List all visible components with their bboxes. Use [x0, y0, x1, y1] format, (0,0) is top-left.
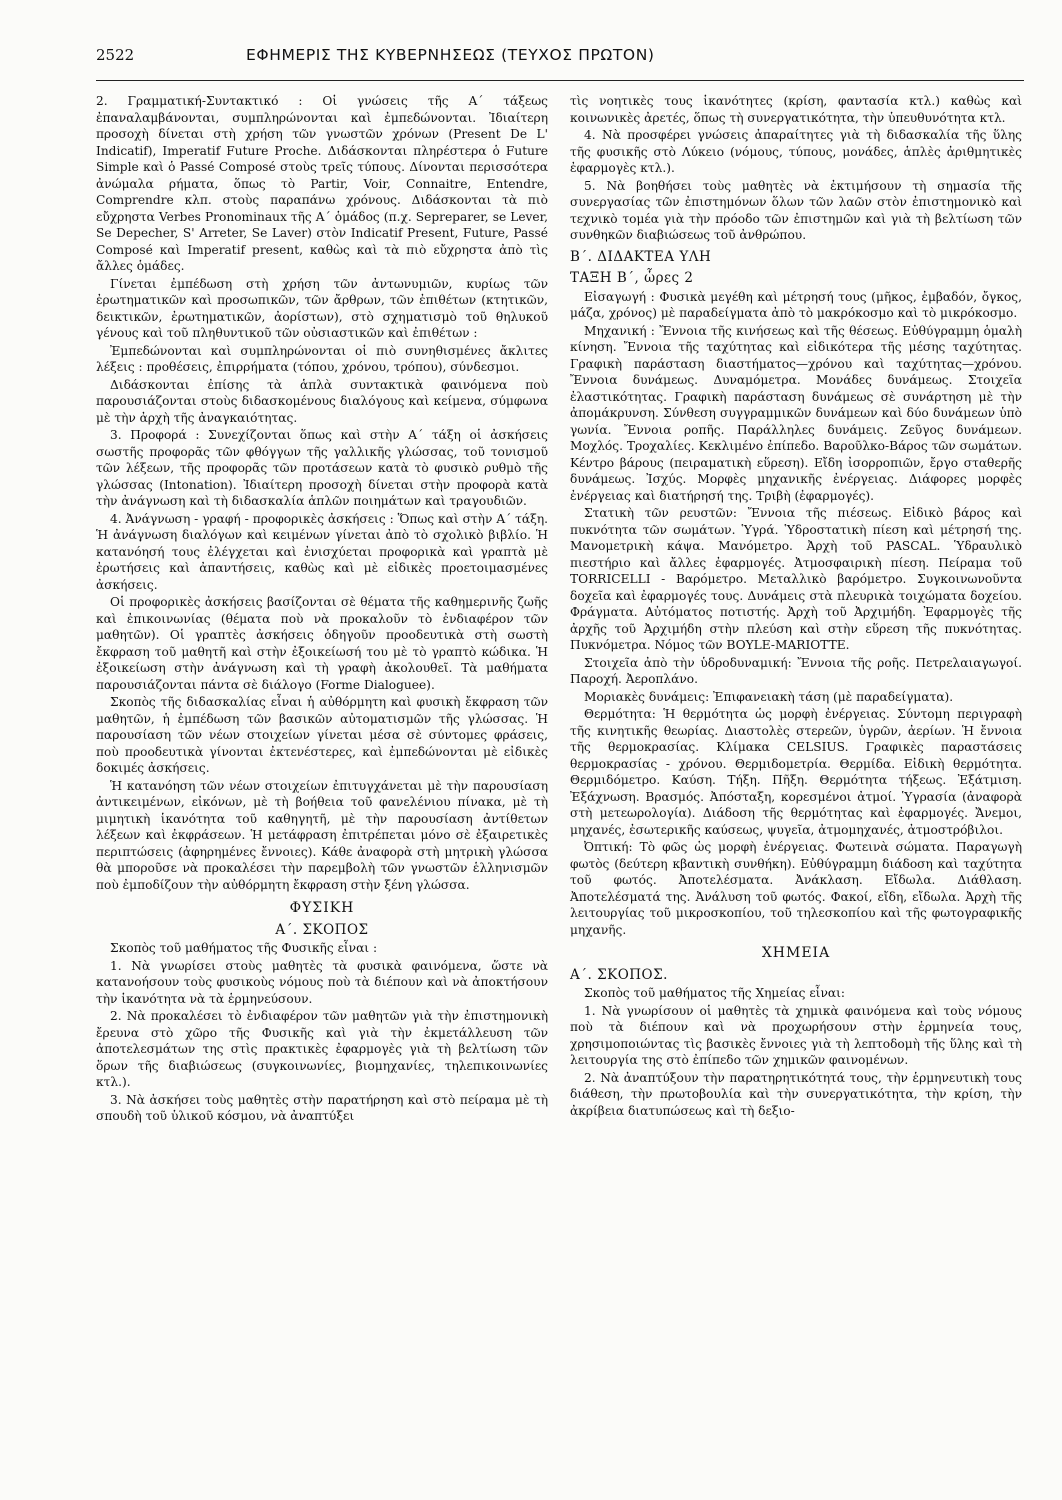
- page-header: [96, 46, 1024, 81]
- paragraph: 1. Νὰ γνωρίσει στοὺς μαθητὲς τὰ φυσικὰ φαινόμενα, ὥστε νὰ κατανοήσουν τοὺς φυσικοὺς νόμους ποὺ τὰ διέπουν καὶ νὰ ἀποκτήσουν τὴν ἱκανότητα νὰ τὰ ἑρμηνεύσουν.: [96, 958, 548, 1006]
- class-heading: ΤΑΞΗ Β΄, ὧρες 2: [570, 270, 694, 286]
- paragraph: Μηχανική : Ἔννοια τῆς κινήσεως καὶ τῆς θέσεως. Εὐθύγραμμη ὁμαλὴ κίνηση. Ἔννοια τῆς ταχύτητας καὶ εἰδικότερα τῆς μέσης ταχύτητας. Γραφικὴ παράσταση διαστήματος—χρόνου καὶ ταχύτητας—χρόνου. Ἔννοια δυνάμεως. Δυναμόμετρα. Μονάδες δυνάμεως. Στοιχεῖα ἐλαστικότητας. Γραφικὴ παράσταση δυνάμεως σὲ συνάρτηση μὲ τὴν ἀπομάκρυνση. Σύνθεση συγγραμμικῶν δυνάμεων καὶ δύο δυνάμεων ὑπὸ γωνία. Ἔννοια ροπῆς. Παράλληλες δυνάμεις. Ζεῦγος δυνάμεων. Μοχλός. Τροχαλίες. Κεκλιμένο ἐπίπεδο. Βαροῦλκο-Βάρος τῶν σωμάτων. Κέντρο βάρους (πειραματικὴ εὕρεση). Εἴδη ἰσορροπιῶν, ἔργο σταθερῆς δυνάμεως. Ἰσχύς. Μορφὲς μηχανικῆς ἐνέργειας. Διάφορες μορφὲς ἐνέργειας καὶ διατήρησή της. Τριβὴ (ἐφαρμογές).: [570, 323, 1022, 503]
- paragraph: Στατικὴ τῶν ρευστῶν: Ἔννοια τῆς πιέσεως. Εἰδικὸ βάρος καὶ πυκνότητα τῶν σωμάτων. Ὑγρά. Ὑδροστατικὴ πίεση καὶ μέτρησή της. Μανομετρικὴ κάψα. Μανόμετρο. Ἀρχὴ τοῦ PASCAL. Ὑδραυλικὸ πιεστήριο καὶ ἄλλες ἐφαρμογές. Ἀτμοσφαιρικὴ πίεση. Πείραμα τοῦ TORRICELLI - Βαρόμετρο. Μεταλλικὸ βαρόμετρο. Συγκοινωνοῦντα δοχεῖα καὶ ἐφαρμογές τους. Δυνάμεις στὰ πλευρικὰ τοιχώματα δοχείου. Φράγματα. Αὐτόματος ποτιστής. Ἀρχὴ τοῦ Ἀρχιμήδη. Ἐφαρμογὲς τῆς ἀρχῆς τοῦ Ἀρχιμήδη στὴν πλεύση καὶ στὴν εὕρεση τῆς πυκνότητας. Πυκνόμετρα. Νόμος τῶν BOYLE-MARIOTTE.: [570, 506, 1022, 652]
- paragraph: 4. Ἀνάγνωση - γραφή - προφορικὲς ἀσκήσεις : Ὅπως καὶ στὴν Α΄ τάξη. Ἡ ἀνάγνωση διαλόγων καὶ κειμένων γίνεται ἀπὸ τὸ σχολικὸ βιβλίο. Ἡ κατανόησή τους ἐλέγχεται καὶ ἐνισχύεται προφορικὰ καὶ γραπτὰ μὲ ἐρωτήσεις καὶ ἀπαντήσεις, καθὼς καὶ μὲ εἰδικὲς προετοιμασμένες ἀσκήσεις.: [96, 511, 548, 592]
- right-column: [570, 93, 1022, 1126]
- paragraph: 2. Γραμματική-Συντακτικό : Οἱ γνώσεις τῆς Α΄ τάξεως ἐπαναλαμβάνονται, συμπληρώνονται καὶ ἐμπεδώνονται. Ἰδιαίτερη προσοχὴ δίνεται στὴ χρήση τῶν γνωστῶν χρόνων (Present De L' Indicatif), Imperatif Future Proche. Διδάσκονται πληρέστερα ὁ Future Simple καὶ ὁ Passé Composé στοὺς τρεῖς τύπους. Δίνονται περισσότερα ἀνώμαλα ρήματα, ὅπως τὸ Partir, Voir, Connaitre, Entendre, Comprendre κλπ. στοὺς παραπάνω χρόνους. Διδάσκονται τὰ πιὸ εὔχρηστα Verbes Pronominaux τῆς Α΄ ὁμάδος (π.χ. Sepreparer, se Lever, Se Depecher, S' Arreter, Se Laver) στὸν Indicatif Present, Future, Passé Composé καὶ Imperatif present, καθὼς καὶ τὰ πιὸ εὔχρηστα ἀπὸ τὶς ἄλλες ὁμάδες.: [96, 94, 548, 273]
- paragraph: Ἐμπεδώνονται καὶ συμπληρώνονται οἱ πιὸ συνηθισμένες ἄκλιτες λέξεις : προθέσεις, ἐπιρρήματα (τόπου, χρόνου, τρόπου), σύνδεσμοι.: [96, 343, 548, 374]
- paragraph: 2. Νὰ προκαλέσει τὸ ἐνδιαφέρον τῶν μαθητῶν γιὰ τὴν ἐπιστημονικὴ ἔρευνα στὸ χῶρο τῆς Φυσικῆς καὶ γιὰ τὴν ἐκμετάλλευση τῶν ἀποτελεσμάτων της στὶς πρακτικὲς ἐφαρμογὲς γιὰ τὴ βελτίωση τῶν ὅρων τῆς διαβιώσεως (συγκοινωνίες, βιομηχανίες, τηλεπικοινωνίες κτλ.).: [96, 1009, 548, 1089]
- paragraph: Σκοπὸς τῆς διδασκαλίας εἶναι ἡ αὐθόρμητη καὶ φυσικὴ ἔκφραση τῶν μαθητῶν, ἡ ἐμπέδωση τῶν βασικῶν αὐτοματισμῶν τῆς γλώσσας. Ἡ παρουσίαση τῶν νέων στοιχείων γίνεται μέσα σὲ σύντομες φράσεις, ποὺ προοδευτικὰ γίνονται ἐκτενέστερες, καὶ ἐμπεδώνονται μὲ εἰδικὲς δοκιμές ἀσκήσεις.: [96, 695, 548, 775]
- paragraph: Σκοπὸς τοῦ μαθήματος τῆς Φυσικῆς εἶναι :: [110, 941, 378, 955]
- text-columns: [96, 93, 1024, 1126]
- paragraph: τὶς νοητικὲς τους ἱκανότητες (κρίση, φαντασία κτλ.) καθὼς καὶ κοινωνικὲς ἀρετές, ὅπως τὴ συνεργατικότητα, τὴν ὑπευθυνότητα κτλ.: [570, 94, 1022, 125]
- physics-aim-heading: Α΄. ΣΚΟΠΟΣ: [275, 921, 369, 938]
- paragraph: 2. Νὰ ἀναπτύξουν τὴν παρατηρητικότητά τους, τὴν ἑρμηνευτικὴ τους διάθεση, τὴν πρωτοβουλία καὶ τὴν συνεργατικότητα, τὴν κρίση, τὴν ἀκρίβεια διατυπώσεως καὶ τὴ δεξιο-: [570, 1070, 1022, 1118]
- chemistry-aim-heading: Α΄. ΣΚΟΠΟΣ.: [570, 966, 668, 983]
- paragraph: Ὀπτική: Τὸ φῶς ὡς μορφὴ ἐνέργειας. Φωτεινὰ σώματα. Παραγωγὴ φωτὸς (δεύτερη κβαντικὴ συνθήκη). Εὐθύγραμμη διάδοση καὶ ταχύτητα τοῦ φωτός. Ἀποτελέσματα. Ἀνάκλαση. Εἴδωλα. Διάθλαση. Ἀποτελέσματά της. Ἀνάλυση τοῦ φωτός. Φακοί, εἴδη, εἴδωλα. Ἀρχὴ τῆς λειτουργίας τοῦ μικροσκοπίου, τοῦ τηλεσκοπίου καὶ τῆς φωτογραφικῆς μηχανῆς.: [570, 840, 1022, 937]
- paragraph: 3. Νὰ ἀσκήσει τοὺς μαθητὲς στὴν παρατήρηση καὶ στὸ πείραμα μὲ τὴ σπουδὴ τοῦ ὑλικοῦ κόσμου, νὰ ἀναπτύξει: [96, 1092, 548, 1123]
- paragraph: 5. Νὰ βοηθήσει τοὺς μαθητὲς νὰ ἐκτιμήσουν τὴ σημασία τῆς συνεργασίας τῶν ἐπιστημόνων ὅλων τῶν λαῶν στὸν ἐπιστημονικὸ καὶ τεχνικὸ τομέα γιὰ τὴν πρόοδο τῶν ἐπιστημῶν καὶ γιὰ τὴ βελτίωση τῶν συνθηκῶν διαβιώσεως τοῦ ἀνθρώπου.: [570, 178, 1022, 242]
- paragraph: Θερμότητα: Ἡ θερμότητα ὡς μορφὴ ἐνέργειας. Σύντομη περιγραφὴ τῆς κινητικῆς θεωρίας. Διαστολὲς στερεῶν, ὑγρῶν, ἀερίων. Ἡ ἔννοια τῆς θερμοκρασίας. Κλίμακα CELSIUS. Γραφικὲς παραστάσεις θερμοκρασίας - χρόνου. Θερμιδομετρία. Θερμίδα. Εἰδικὴ θερμότητα. Θερμιδόμετρο. Καύση. Τήξη. Πῆξη. Θερμότητα τήξεως. Ἐξάτμιση. Ἐξάχνωση. Βρασμός. Ἀπόσταξη, κορεσμένοι ἀτμοί. Ὑγρασία (ἀναφορὰ στὴ μετεωρολογία). Διάδοση τῆς θερμότητας καὶ ἐφαρμογές. Ἄνεμοι, μηχανές, ἐσωτερικῆς καύσεως, ψυγεῖα, ἀτμομηχανές, ἀτμοστρόβιλοι.: [570, 707, 1022, 837]
- paragraph: Στοιχεῖα ἀπὸ τὴν ὑδροδυναμική: Ἔννοια τῆς ροῆς. Πετρελαιαγωγοί. Παροχή. Ἀεροπλάνο.: [570, 655, 1022, 686]
- paragraph: Ἡ κατανόηση τῶν νέων στοιχείων ἐπιτυγχάνεται μὲ τὴν παρουσίαση ἀντικειμένων, εἰκόνων, μὲ τὴ βοήθεια τοῦ φανελένιου πίνακα, μὲ τὴ μιμητικὴ ἱκανότητα τοῦ καθηγητῆ, μὲ τὴν παρουσίαση ἀντίθετων λέξεων καὶ ἐκφράσεων. Ἡ μετάφραση ἐπιτρέπεται μόνο σὲ ἐξαιρετικὲς περιπτώσεις (ἀφηρημένες ἔννοιες). Κάθε ἀναφορὰ στὴ μητρικὴ γλώσσα θὰ μποροῦσε νὰ προκαλέσει τὴν παρεμβολὴ τῶν γνωστῶν ἑλληνισμῶν ποὺ ἐμποδίζουν τὴν αὐθόρμητη ἔκφραση στὴν ξένη γλώσσα.: [96, 778, 548, 892]
- paragraph: 4. Νὰ προσφέρει γνώσεις ἀπαραίτητες γιὰ τὴ διδασκαλία τῆς ὕλης τῆς φυσικῆς στὸ Λύκειο (νόμους, τύπους, μονάδες, ἁπλὲς ἀριθμητικὲς ἐφαρμογὲς κτλ.).: [570, 128, 1022, 175]
- paragraph: Εἰσαγωγή : Φυσικὰ μεγέθη καὶ μέτρησή τους (μῆκος, ἐμβαδόν, ὄγκος, μάζα, χρόνος) μὲ παραδείγματα ἀπὸ τὸ μακρόκοσμο καὶ τὸ μικρόκοσμο.: [570, 289, 1022, 320]
- page-number: 2522: [96, 46, 135, 64]
- paragraph: 3. Προφορά : Συνεχίζονται ὅπως καὶ στὴν Α΄ τάξη οἱ ἀσκήσεις σωστῆς προφορᾶς τῶν φθόγγων τῆς γαλλικῆς γλώσσας, τοῦ τονισμοῦ τῶν λέξεων, τῆς προφορᾶς τῶν προτάσεων κατὰ τὸ φυσικὸ ρυθμὸ τῆς γλώσσας (Intonation). Ἰδιαίτερη προσοχὴ δίνεται στὴν προφορὰ κατὰ τὴν ἀνάγνωση καὶ τὴ διδασκαλία ἁπλῶν ποιημάτων καὶ τραγουδιῶν.: [96, 428, 548, 508]
- paragraph: Διδάσκονται ἐπίσης τὰ ἁπλὰ συντακτικὰ φαινόμενα ποὺ παρουσιάζονται στοὺς διδασκομένους διαλόγους καὶ κείμενα, σύμφωνα μὲ τὴν ἀρχὴ τῆς ἀναγκαιότητας.: [96, 377, 548, 425]
- paragraph: Οἱ προφορικὲς ἀσκήσεις βασίζονται σὲ θέματα τῆς καθημερινῆς ζωῆς καὶ ἐπικοινωνίας (θέματα ποὺ νὰ προκαλοῦν τὸ ἐνδιαφέρον τῶν μαθητῶν). Οἱ γραπτὲς ἀσκήσεις ὁδηγοῦν προοδευτικὰ στὴ σωστὴ ἔκφραση τοῦ μαθητῆ καὶ στὴν ἐξοικείωσή του μὲ τὸ γραπτὸ κώδικα. Ἡ ἐξοικείωση στὴν ἀνάγνωση καὶ τὴ γραφὴ ἀκολουθεῖ. Τὰ μαθήματα παρουσιάζονται πάντα σὲ διάλογο (Forme Dialoguee).: [96, 595, 548, 692]
- running-title: ΕΦΗΜΕΡΙΣ ΤΗΣ ΚΥΒΕΡΝΗΣΕΩΣ (ΤΕΥΧΟΣ ΠΡΩΤΟΝ): [246, 46, 655, 64]
- paragraph: Μοριακὲς δυνάμεις: Ἐπιφανειακὴ τάση (μὲ παραδείγματα).: [584, 689, 954, 704]
- chemistry-heading: ΧΗΜΕΙΑ: [761, 945, 831, 961]
- paragraph: 1. Νὰ γνωρίσουν οἱ μαθητὲς τὰ χημικὰ φαινόμενα καὶ τοὺς νόμους ποὺ τὰ διέπουν καὶ νὰ προχωρήσουν στὴν ἑρμηνεία τους, χρησιμοποιώντας τὶς βασικὲς ἔννοιες γιὰ τὴ λεπτοδομὴ τῆς ὕλης καὶ τὴ λειτουργία της στὸ ἐπίπεδο τῶν χημικῶν φαινομένων.: [570, 1003, 1022, 1067]
- physics-heading: ΦΥΣΙΚΗ: [289, 900, 355, 916]
- syllabus-heading: Β΄. ΔΙΔΑΚΤΕΑ ΥΛΗ: [570, 248, 712, 265]
- left-column: [96, 93, 548, 1126]
- paragraph: Γίνεται ἐμπέδωση στὴ χρήση τῶν ἀντωνυμιῶν, κυρίως τῶν ἐρωτηματικῶν καὶ προσωπικῶν, τῶν ἄρθρων, τῶν ἐπιθέτων (κτητικῶν, δεικτικῶν, ἐρωτηματικῶν, ἀορίστων), στὸ σχηματισμὸ τοῦ θηλυκοῦ γένους καὶ τοῦ πληθυντικοῦ τῶν οὐσιαστικῶν καὶ ἐπιθέτων :: [96, 276, 548, 340]
- paragraph: Σκοπὸς τοῦ μαθήματος τῆς Χημείας εἶναι:: [584, 986, 845, 1000]
